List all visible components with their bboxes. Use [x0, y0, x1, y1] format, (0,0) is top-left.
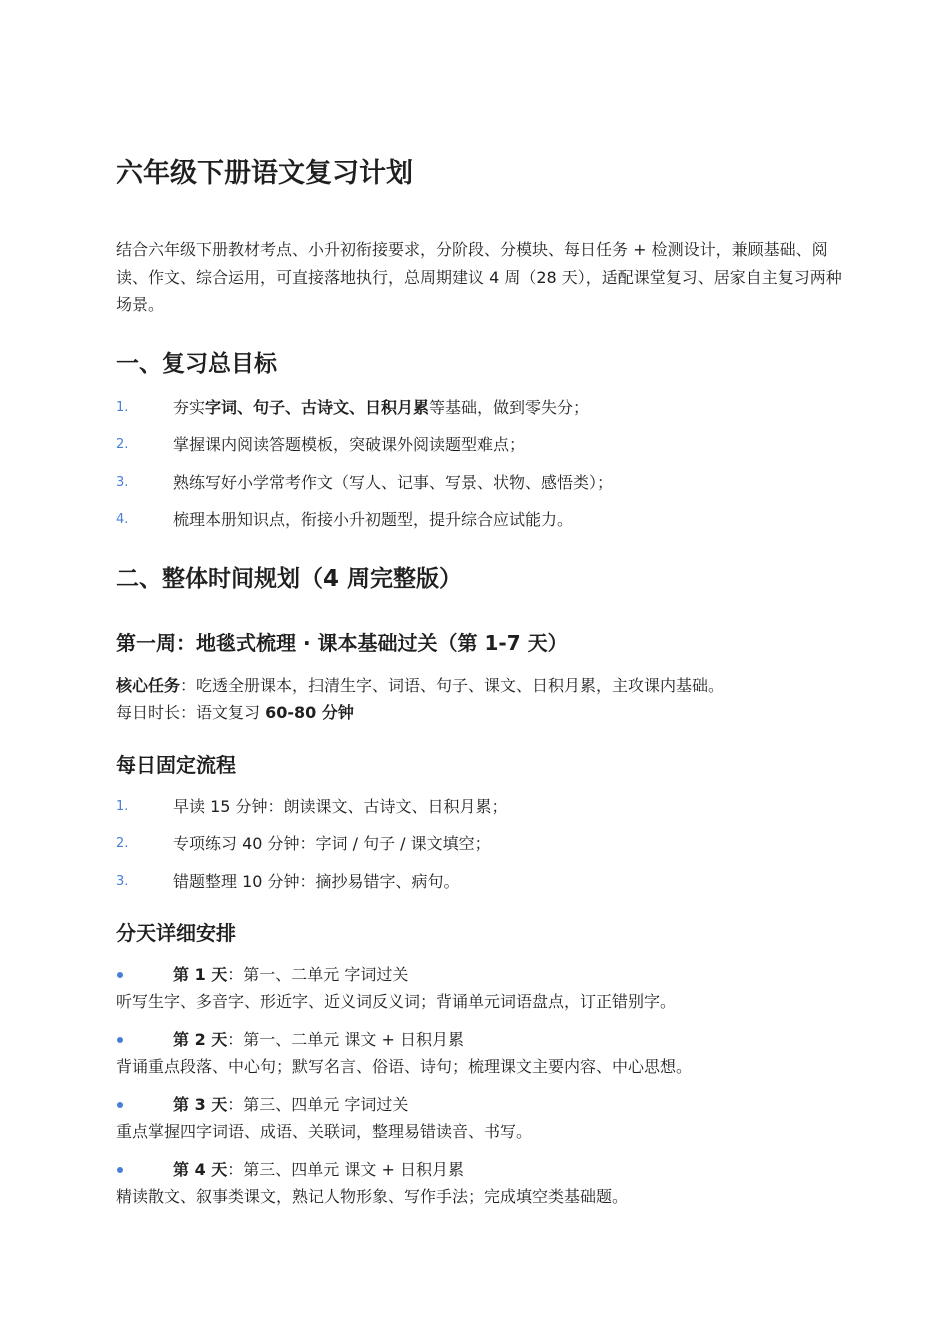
section-heading-goals: 一、复习总目标 [116, 351, 277, 377]
list-number: 3. [116, 475, 129, 490]
list-number: 3. [116, 874, 129, 889]
day-item-detail: 听写生字、多音字、形近字、近义词反义词；背诵单元词语盘点，订正错别字。 [116, 992, 677, 1011]
week1-daily-time: 每日时长：语文复习 60-80 分钟 [116, 703, 354, 722]
section-heading-schedule: 二、整体时间规划（4 周完整版） [116, 566, 463, 592]
week1-core-task: 核心任务：吃透全册课本，扫清生字、词语、句子、课文、日积月累，主攻课内基础。 [116, 676, 725, 695]
list-number: 1. [116, 400, 129, 415]
day-item-title: 第 1 天：第一、二单元 字词过关 [173, 965, 409, 984]
list-number: 2. [116, 836, 129, 851]
day-label: 第 1 天 [173, 965, 228, 984]
bullet-icon [117, 1037, 123, 1043]
core-task-label: 核心任务 [116, 676, 181, 695]
list-item-text: 专项练习 40 分钟：字词 / 句子 / 课文填空； [173, 834, 491, 853]
day-label: 第 4 天 [173, 1160, 228, 1179]
bullet-icon [117, 1102, 123, 1108]
list-item-text: 早读 15 分钟：朗读课文、古诗文、日积月累； [173, 797, 508, 816]
day-label: 第 3 天 [173, 1095, 228, 1114]
bullet-icon [117, 1167, 123, 1173]
document-title: 六年级下册语文复习计划 [116, 158, 413, 189]
bullet-icon [117, 972, 123, 978]
day-label: 第 2 天 [173, 1030, 228, 1049]
list-item-text: 梳理本册知识点，衔接小升初题型，提升综合应试能力。 [173, 510, 574, 529]
day-item-detail: 精读散文、叙事类课文，熟记人物形象、写作手法；完成填空类基础题。 [116, 1187, 629, 1206]
emphasis-text: 字词、句子、古诗文、日积月累 [205, 398, 430, 417]
intro-paragraph: 结合六年级下册教材考点、小升初衔接要求，分阶段、分模块、每日任务 + 检测设计，兼顾基础、阅读、作文、综合运用，可直接落地执行，总周期建议 4 周（28 天），适配课堂复习、居家自主复习两种场景。 [116, 240, 842, 314]
list-number: 2. [116, 437, 129, 452]
day-item-detail: 重点掌握四字词语、成语、关联词，整理易错读音、书写。 [116, 1122, 533, 1141]
day-item-title: 第 2 天：第一、二单元 课文 + 日积月累 [173, 1030, 464, 1049]
list-item-text: 夯实字词、句子、古诗文、日积月累等基础，做到零失分； [173, 398, 590, 417]
list-item-text: 错题整理 10 分钟：摘抄易错字、病句。 [173, 872, 460, 891]
list-item-text: 熟练写好小学常考作文（写人、记事、写景、状物、感悟类）； [173, 473, 614, 492]
list-number: 4. [116, 512, 129, 527]
week1-heading: 第一周：地毯式梳理 · 课本基础过关（第 1-7 天） [116, 631, 568, 655]
list-number: 1. [116, 799, 129, 814]
day-item-title: 第 4 天：第三、四单元 课文 + 日积月累 [173, 1160, 464, 1179]
day-item-title: 第 3 天：第三、四单元 字词过关 [173, 1095, 409, 1114]
list-item-text: 掌握课内阅读答题模板，突破课外阅读题型难点； [173, 435, 526, 454]
day-item-detail: 背诵重点段落、中心句；默写名言、俗语、诗句；梳理课文主要内容、中心思想。 [116, 1057, 693, 1076]
daily-time-value: 60-80 分钟 [265, 703, 354, 722]
daily-flow-heading: 每日固定流程 [116, 753, 236, 777]
daily-schedule-heading: 分天详细安排 [116, 921, 236, 945]
